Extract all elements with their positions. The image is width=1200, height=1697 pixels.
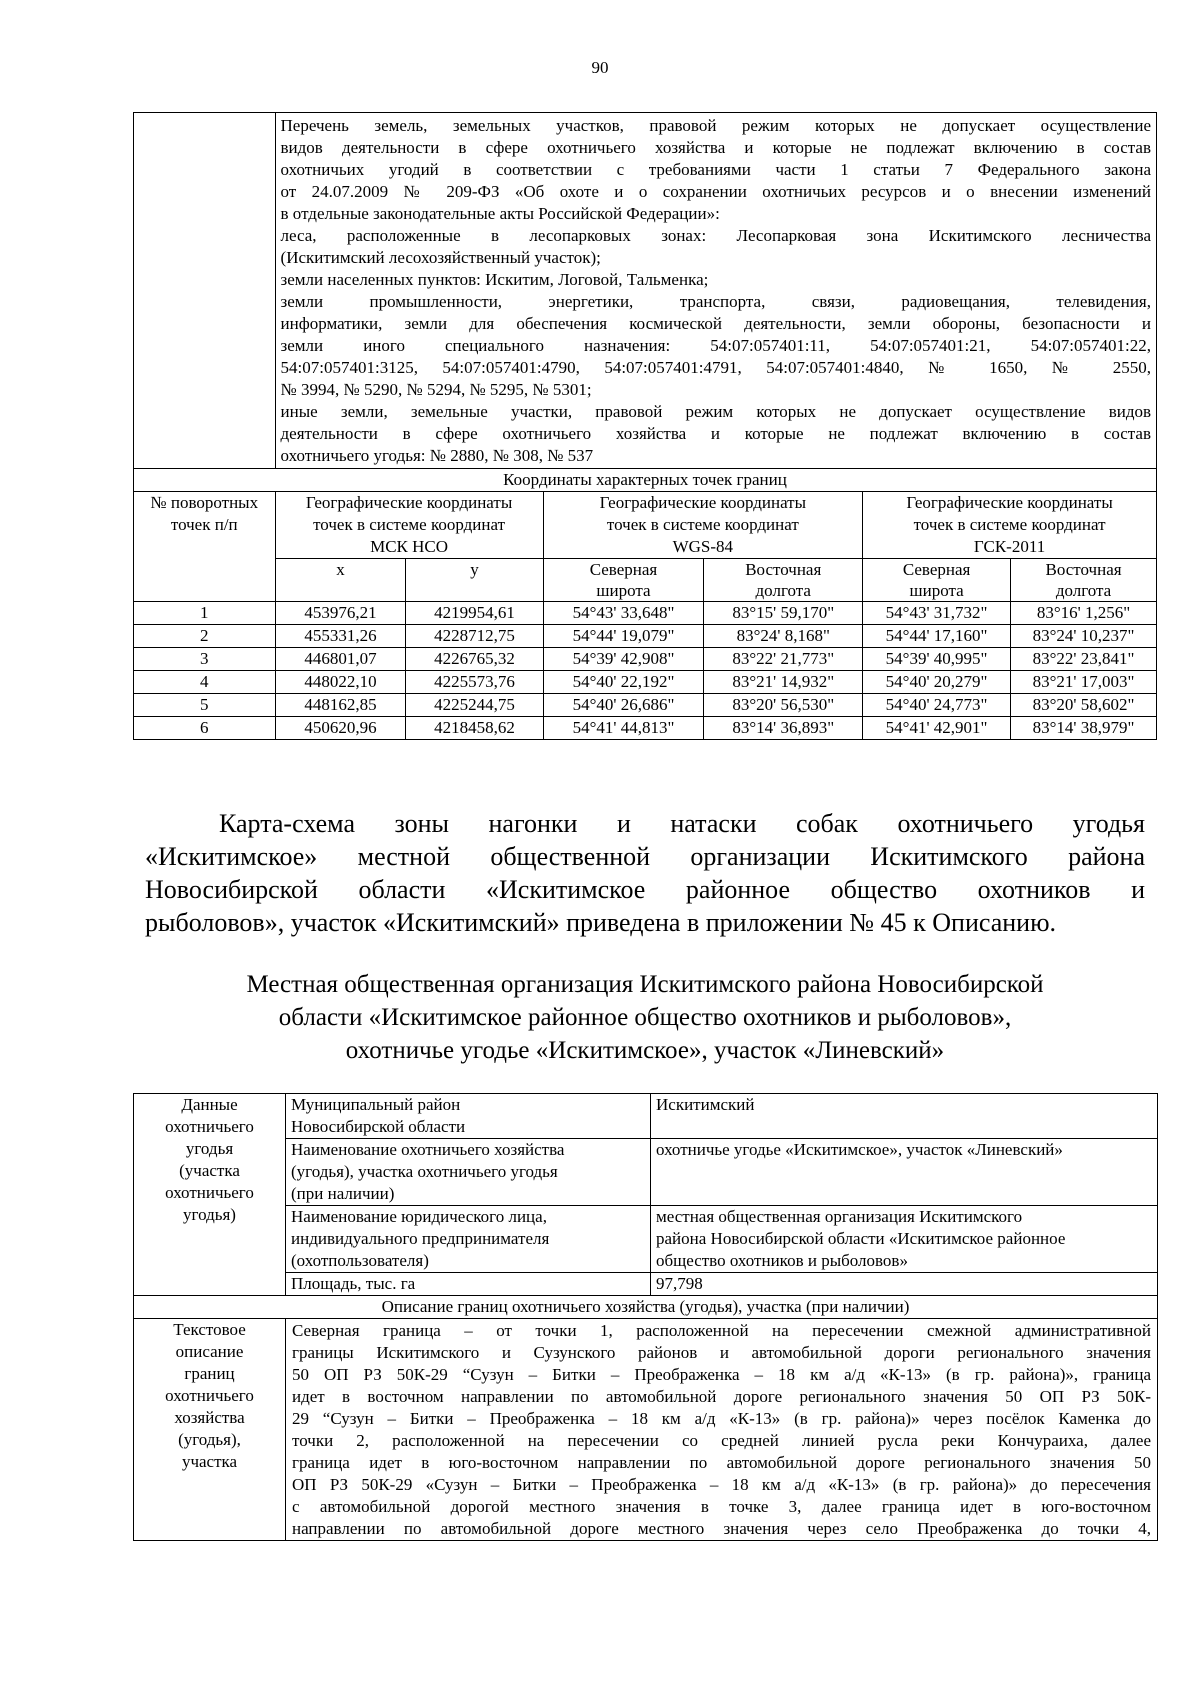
page-number: 90 (591, 58, 609, 77)
row-label: Площадь, тыс. га (286, 1273, 651, 1296)
x-header: x (275, 559, 406, 602)
y-header: y (406, 559, 543, 602)
boundary-description-label: Текстовое описание границ охотничьего хозяйства (угодья), участка (134, 1319, 286, 1541)
table-row (134, 1206, 1158, 1273)
row-label: Муниципальный район Новосибирской области (286, 1094, 651, 1139)
table-row: 4 448022,10 4225573,76 54°40' 22,192" 83°21' 14,932" 54°40' 20,279" 83°21' 17,003" (134, 671, 1157, 694)
row-value: местная общественная организация Искитимского района Новосибирской области «Искитимское районное общество охотников и рыболовов» (651, 1206, 1158, 1273)
row-label: Наименование юридического лица, индивидуального предпринимателя (охотпользователя) (286, 1206, 651, 1273)
boundary-description-text: Северная граница – от точки 1, расположенной на пересечении смежной административной границы Искитимского и Сузунского районов и автомобильной дороги регионального значения 50 ОП РЗ 50К-29 “Сузун – Битки – Преображенка – 18 км а/д «К-13» (в гр. района)», граница идет в восточном направлении по автомобильной дороге регионального значения 50 ОП РЗ 50К- 29 “Сузун – Битки – Преображенка – 18 км а/д «К-13» (в гр. района)» через посёлок Каменка до точки 2, расположенной на пересечении со средней линией русла реки Кончураиха, далее граница идет в юго-восточном направлении по автомобильной дороге регионального значения 50 ОП РЗ 50К-29 «Сузун – Битки – Преображенка – 18 км а/д «К-13» (в гр. района)» до пересечения с автомобильной дорогой местного значения в точке 3, далее граница идет в юго-восточном направлении по автомобильной дороге местного значения через село Преображенка до точки 4, (286, 1319, 1158, 1541)
coords-title-row (134, 469, 1157, 492)
boundary-title-row (134, 1296, 1158, 1319)
table-row: 6 450620,96 4218458,62 54°41' 44,813" 83°14' 36,893" 54°41' 42,901" 83°14' 38,979" (134, 717, 1157, 740)
table-row (134, 1139, 1158, 1206)
restricted-lands-text: Перечень земель, земельных участков, правовой режим которых не допускает осуществление видов деятельности в сфере охотничьего хозяйства и которые не подлежат включению в состав охотничьих угодий в соответствии с требованиями части 1 статьи 7 Федерального закона от 24.07.2009 № 209-ФЗ «Об охоте и о сохранении охотничьих ресурсов и о внесении изменений в отдельные законодательные акты Российской Федерации»: леса, расположенные в лесопарковых зонах: Лесопарковая зона Искитимского лесничества (Искитимский лесохозяйственный участок); земли населенных пунктов: Искитим, Логовой, Тальменка; земли промышленности, энергетики, транспорта, связи, радиовещания, телевидения, информатики, земли для обеспечения космической деятельности, земли обороны, безопасности и земли иного специального назначения: 54:07:057401:11, 54:07:057401:21, 54:07:057401:22, 54:07:057401:3125, 54:07:057401:4790, 54:07:057401:4791, 54:07:057401:4840, № 1650, № 2550, № 3994, № 5290, № 5294, № 5295, № 5301; иные земли, земельные участки, правовой режим которых не допускает осуществление видов деятельности в сфере охотничьего хозяйства и которые не подлежат включению в состав охотничьего угодья: № 2880, № 308, № 537 (275, 113, 1156, 469)
restricted-lands-coordinates-table (133, 112, 1157, 740)
restricted-lands-row (134, 113, 1157, 469)
row-value: Искитимский (651, 1094, 1158, 1139)
table-row: 1 453976,21 4219954,61 54°43' 33,648" 83°15' 59,170" 54°43' 31,732" 83°16' 1,256" (134, 602, 1157, 625)
boundary-title: Описание границ охотничьего хозяйства (угодья), участка (при наличии) (134, 1296, 1158, 1319)
table-row: 3 446801,07 4226765,32 54°39' 42,908" 83°22' 21,773" 54°39' 40,995" 83°22' 23,841" (134, 648, 1157, 671)
table-row (134, 1273, 1158, 1296)
coords-subheader-row (134, 559, 1157, 602)
table-row: 2 455331,26 4228712,75 54°44' 19,079" 83°24' 8,168" 54°44' 17,160" 83°24' 10,237" (134, 625, 1157, 648)
gsk-east-header: Восточная долгота (1011, 559, 1157, 602)
empty-cell (134, 113, 276, 469)
point-number-header: № поворотных точек п/п (134, 492, 276, 602)
row-label: Наименование охотничьего хозяйства (угодья), участка охотничьего угодья (при наличии) (286, 1139, 651, 1206)
msk-header: Географические координаты точек в системе координат МСК НСО (275, 492, 543, 559)
table-row (134, 1094, 1158, 1139)
gsk-north-header: Северная широта (863, 559, 1011, 602)
coords-title: Координаты характерных точек границ (134, 469, 1157, 492)
row-value: 97,798 (651, 1273, 1158, 1296)
hunting-ground-data-table (133, 1093, 1158, 1541)
ground-data-label: Данные охотничьего угодья (участка охотничьего угодья) (134, 1094, 286, 1296)
boundary-description-row (134, 1319, 1158, 1541)
wgs-east-header: Восточная долгота (704, 559, 863, 602)
gsk-header: Географические координаты точек в системе координат ГСК-2011 (863, 492, 1157, 559)
row-value: охотничье угодье «Искитимское», участок «Линевский» (651, 1139, 1158, 1206)
map-scheme-paragraph: Карта-схема зоны нагонки и натаски собак охотничьего угодья «Искитимское» местной общественной организации Искитимского района Новосибирской области «Искитимское районное общество охотников и рыболовов», участок «Искитимский» приведена в приложении № 45 к Описанию. (145, 809, 1145, 937)
wgs-north-header: Северная широта (543, 559, 704, 602)
table-row: 5 448162,85 4225244,75 54°40' 26,686" 83°20' 56,530" 54°40' 24,773" 83°20' 58,602" (134, 694, 1157, 717)
coords-header-row (134, 492, 1157, 559)
wgs-header: Географические координаты точек в системе координат WGS-84 (543, 492, 863, 559)
section-heading: Местная общественная организация Искитимского района Новосибирской области «Искитимское районное общество охотников и рыболовов», охотничье угодье «Искитимское», участок «Линевский» (246, 971, 1044, 1064)
